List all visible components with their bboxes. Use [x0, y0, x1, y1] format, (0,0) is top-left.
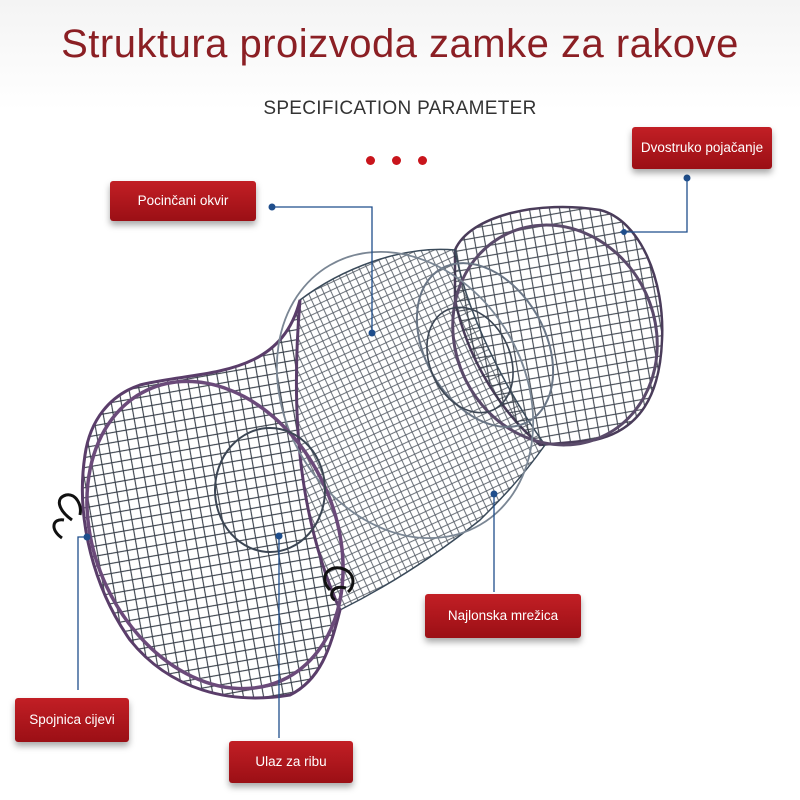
label-nylon-mesh: Najlonska mrežica: [425, 594, 581, 638]
label-fish-entrance: Ulaz za ribu: [229, 741, 353, 783]
page-subtitle: SPECIFICATION PARAMETER: [263, 98, 537, 119]
label-double-reinforcement: Dvostruko pojačanje: [632, 127, 772, 169]
page-title: Struktura proizvoda zamke za rakove: [61, 22, 739, 66]
label-galvanized-frame: Pocinčani okvir: [110, 181, 256, 221]
label-pipe-connector: Spojnica cijevi: [15, 698, 129, 742]
